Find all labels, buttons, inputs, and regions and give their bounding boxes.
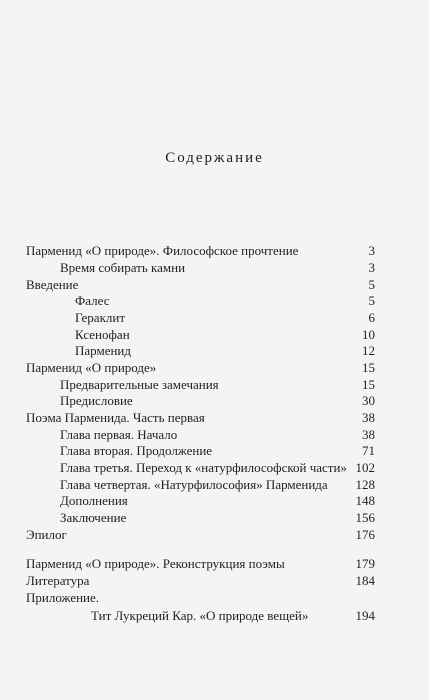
toc-entry-page: 148 [355, 493, 375, 508]
toc-entry-page: 15 [362, 377, 375, 392]
toc-entry-page: 6 [368, 310, 375, 325]
toc-entry-page: 5 [368, 293, 375, 308]
toc-entry [0, 555, 429, 572]
toc-entry-page: 5 [368, 277, 375, 292]
toc-entry-title: Эпилог [26, 527, 67, 542]
toc-entry-page: 3 [368, 243, 375, 258]
toc-entry-title: Предисловие [60, 393, 133, 408]
toc-entry-title: Тит Лукреций Кар. «О природе вещей» [91, 608, 309, 623]
toc-entry [0, 459, 429, 476]
toc-entry-title: Парменид «О природе» [26, 360, 157, 375]
toc-entry-page: 38 [362, 427, 375, 442]
toc-entry-title: Парменид [75, 343, 131, 358]
toc-entry-title: Заключение [60, 510, 127, 525]
toc-entry-page: 30 [362, 393, 375, 408]
page-title: Содержание [165, 150, 264, 166]
toc-entry [0, 392, 429, 409]
toc-entry-page: 176 [355, 527, 375, 542]
toc-entry [0, 526, 429, 543]
toc-entry-page: 194 [355, 608, 375, 623]
toc-entry-title: Литература [26, 573, 90, 588]
toc-entry-title: Поэма Парменида. Часть первая [26, 410, 205, 425]
toc-entry-page: 128 [355, 477, 375, 492]
toc-entry-page: 38 [362, 410, 375, 425]
toc-entry [0, 276, 429, 293]
toc-entry [0, 607, 429, 624]
toc-entry-title: Приложение. [26, 590, 100, 605]
toc-entry [0, 242, 429, 259]
toc-entry [0, 359, 429, 376]
toc-entry [0, 509, 429, 526]
toc-entry-title: Глава вторая. Продолжение [60, 443, 213, 458]
toc-entry [0, 376, 429, 393]
toc-entry-page: 179 [355, 556, 375, 571]
toc-entry-page: 184 [355, 573, 375, 588]
toc-entry [0, 259, 429, 276]
toc-entry-title: Глава первая. Начало [60, 427, 178, 442]
toc-entry-title: Глава третья. Переход к «натурфилософской части» [60, 460, 347, 475]
toc-entry [0, 409, 429, 426]
toc-entry [0, 476, 429, 493]
toc-entry [0, 326, 429, 343]
toc-entry-title: Фалес [75, 293, 110, 308]
toc-entry [0, 442, 429, 459]
toc-entry-page: 15 [362, 360, 375, 375]
toc-entry [0, 589, 429, 606]
toc-entry-page: 12 [362, 343, 375, 358]
toc-entry-page: 102 [355, 460, 375, 475]
toc-entry [0, 426, 429, 443]
toc-entry [0, 492, 429, 509]
toc-entry-title: Гераклит [75, 310, 126, 325]
toc-entry-title: Ксенофан [75, 327, 130, 342]
toc-entry-title: Дополнения [60, 493, 128, 508]
toc-entry-title: Парменид «О природе». Философское прочтение [26, 243, 299, 258]
toc-entry-title: Глава четвертая. «Натурфилософия» Парменида [60, 477, 328, 492]
toc-entry [0, 342, 429, 359]
toc-entry-title: Время собирать камни [60, 260, 186, 275]
toc-entry-title: Введение [26, 277, 79, 292]
toc-entry-page: 3 [368, 260, 375, 275]
toc-entry-page: 71 [362, 443, 375, 458]
toc-entry [0, 292, 429, 309]
toc-entry [0, 309, 429, 326]
toc-entry-page: 10 [362, 327, 375, 342]
toc-entry-page: 156 [355, 510, 375, 525]
toc-entry [0, 572, 429, 589]
toc-entry-title: Парменид «О природе». Реконструкция поэмы [26, 556, 285, 571]
toc-entry-title: Предварительные замечания [60, 377, 219, 392]
